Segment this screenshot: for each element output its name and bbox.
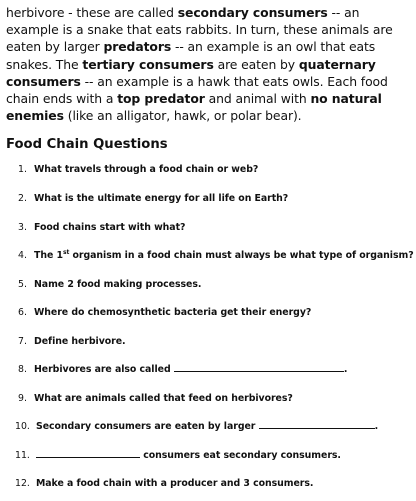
question-text-part: organism in a food chain must always be what type of organism?	[69, 250, 414, 262]
intro-text: -- an example is a hawk that eats owls. Each food chain ends with a	[6, 73, 388, 107]
question-number: 10.	[15, 421, 30, 433]
question-text-part: consumers eat secondary consumers.	[143, 449, 341, 461]
answer-blank[interactable]	[259, 419, 375, 429]
question-text: Where do chemosynthetic bacteria get their energy?	[34, 307, 312, 319]
question-text: What are animals called that feed on herbivores?	[34, 392, 293, 404]
intro-text: -- an example is an owl that eats snakes. The	[6, 39, 376, 72]
question-text-part: The 1	[34, 250, 63, 262]
question-10	[6, 415, 410, 444]
intro-text: and animal with	[204, 91, 311, 107]
question-text: Define herbivore.	[34, 335, 126, 347]
intro-text: -- an example is a snake that eats rabbits. In turn, these animals are eaten by larger	[6, 5, 393, 55]
section-title: Food Chain Questions	[6, 137, 168, 153]
question-number: 8.	[18, 364, 27, 376]
term-no-natural-enemies: no natural enemies	[6, 91, 382, 124]
question-text	[36, 446, 341, 466]
term-predators: predators	[103, 39, 172, 55]
term-quaternary-consumers: quaternary consumers	[6, 56, 376, 89]
term-tertiary-consumers: tertiary consumers	[82, 56, 214, 72]
question-number: 5.	[18, 278, 27, 290]
question-8	[6, 358, 410, 387]
intro-text: (like an alligator, hawk, or polar bear).	[63, 108, 302, 124]
answer-blank[interactable]	[36, 448, 140, 458]
question-number: 6.	[18, 307, 27, 319]
question-number: 11.	[15, 449, 30, 461]
question-punctuation: .	[374, 421, 379, 433]
answer-blank[interactable]	[174, 362, 344, 372]
question-number: 3.	[18, 221, 27, 233]
question-text	[34, 360, 347, 380]
question-text: Food chains start with what?	[34, 221, 186, 233]
question-number: 9.	[18, 392, 27, 404]
question-5	[6, 273, 410, 302]
question-12	[6, 472, 410, 501]
question-text	[34, 246, 414, 266]
question-2	[6, 187, 410, 216]
question-text: What travels through a food chain or web?	[34, 164, 259, 176]
question-7	[6, 330, 410, 359]
worksheet-page	[6, 4, 414, 501]
question-text-part: Secondary consumers are eaten by larger	[36, 421, 256, 433]
question-3	[6, 216, 410, 245]
question-1	[6, 158, 410, 187]
intro-paragraph	[6, 4, 410, 124]
ordinal-superscript: st	[62, 248, 70, 256]
intro-text: herbivore - these are called	[6, 5, 178, 20]
question-number: 4.	[18, 250, 27, 262]
question-number: 1.	[18, 164, 27, 176]
intro-text: are eaten by	[213, 56, 299, 72]
question-text: Name 2 food making processes.	[34, 278, 202, 290]
question-number: 7.	[18, 335, 27, 347]
term-secondary-consumers: secondary consumers	[177, 5, 328, 20]
term-top-predator: top predator	[117, 91, 205, 107]
question-list	[6, 158, 414, 501]
question-text: What is the ultimate energy for all life on Earth?	[34, 192, 289, 204]
question-text	[36, 417, 378, 437]
question-text: Make a food chain with a producer and 3 consumers.	[36, 478, 314, 490]
question-punctuation: .	[343, 364, 348, 376]
question-11	[6, 444, 410, 473]
question-number: 2.	[18, 192, 27, 204]
question-6	[6, 301, 410, 330]
question-number: 12.	[15, 478, 30, 490]
question-text-part: Herbivores are also called	[34, 364, 171, 376]
question-4	[6, 244, 414, 273]
question-9	[6, 387, 410, 416]
